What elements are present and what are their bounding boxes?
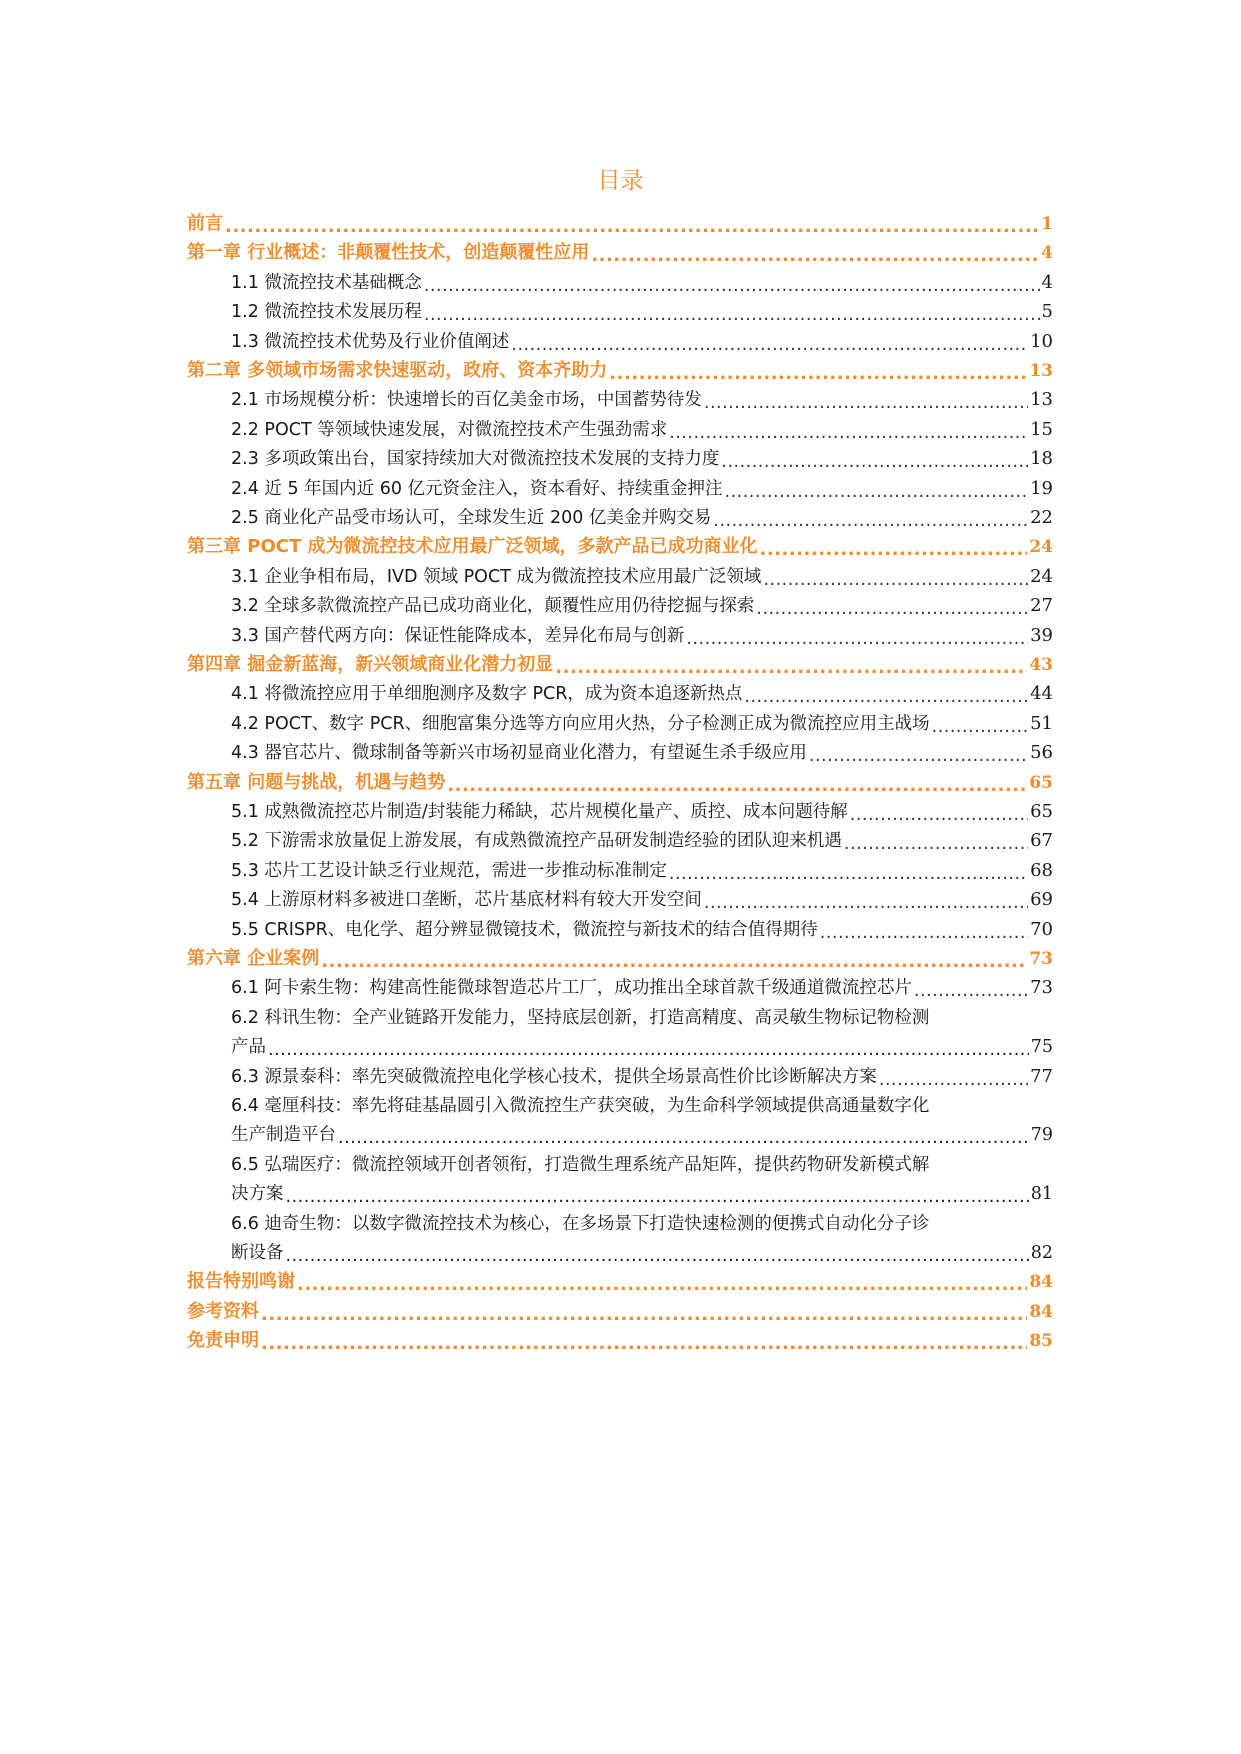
toc-dot-leader bbox=[609, 355, 1027, 387]
toc-section-entry-continued[interactable] bbox=[231, 1178, 1053, 1210]
toc-entry-text: 参考资料 bbox=[187, 1300, 259, 1322]
toc-entry-text-continued: 断设备 bbox=[231, 1243, 284, 1263]
toc-chapter-entry[interactable] bbox=[187, 237, 1053, 269]
toc-entry-text: 4.1 将微流控应用于单细胞测序及数字 PCR，成为资本追逐新热点 bbox=[231, 684, 743, 705]
toc-section-entry[interactable] bbox=[231, 737, 1053, 769]
toc-dot-leader bbox=[669, 855, 1028, 887]
toc-page-number: 67 bbox=[1030, 830, 1053, 852]
toc-dot-leader bbox=[721, 443, 1028, 475]
toc-dot-leader bbox=[591, 237, 1039, 269]
toc-entry-text: 第五章 问题与挑战，机遇与趋势 bbox=[187, 771, 446, 793]
toc-page-number: 19 bbox=[1030, 477, 1053, 499]
toc-section-entry[interactable] bbox=[231, 1208, 1053, 1240]
toc-page-number: 15 bbox=[1030, 418, 1053, 440]
toc-dot-leader bbox=[763, 561, 1028, 593]
toc-entry-text: 第二章 多领域市场需求快速驱动，政府、资本齐助力 bbox=[187, 360, 608, 381]
toc-chapter-entry[interactable] bbox=[187, 531, 1053, 563]
toc-entry-text: 1.3 微流控技术优势及行业价值阐述 bbox=[231, 331, 510, 352]
toc-section-entry[interactable] bbox=[231, 296, 1053, 328]
page-title: 目录 bbox=[597, 168, 644, 194]
toc-dot-leader bbox=[713, 502, 1028, 534]
toc-dot-leader bbox=[704, 884, 1028, 916]
toc-entry-text: 4.3 器官芯片、微球制备等新兴市场初显商业化潜力，有望诞生杀手级应用 bbox=[231, 743, 807, 764]
toc-entry-text: 前言 bbox=[187, 213, 223, 234]
toc-entry-text: 5.2 下游需求放量促上游发展，有成熟微流控产品研发制造经验的团队迎来机遇 bbox=[231, 831, 842, 852]
toc-section-entry[interactable] bbox=[231, 796, 1053, 828]
toc-section-entry-continued[interactable] bbox=[231, 1031, 1053, 1063]
toc-entry-text: 5.1 成熟微流控芯片制造/封装能力稀缺，芯片规模化量产、质控、成本问题待解 bbox=[231, 802, 848, 822]
toc-section-entry[interactable] bbox=[231, 561, 1053, 593]
toc-page-number: 43 bbox=[1029, 655, 1053, 675]
toc-section-entry[interactable] bbox=[231, 1149, 1053, 1181]
toc-chapter-entry[interactable] bbox=[187, 943, 1053, 975]
toc-page-number: 18 bbox=[1030, 448, 1053, 470]
toc-page-number: 75 bbox=[1030, 1037, 1053, 1058]
toc-section-entry[interactable] bbox=[231, 473, 1053, 505]
toc-dot-leader bbox=[286, 1237, 1029, 1269]
toc-page-number: 4 bbox=[1041, 271, 1053, 293]
toc-entry-text-continued: 产品 bbox=[231, 1037, 266, 1058]
toc-entry-text: 5.3 芯片工艺设计缺乏行业规范，需进一步推动标准制定 bbox=[231, 860, 667, 881]
toc-dot-leader bbox=[914, 972, 1028, 1004]
toc-entry-text: 第六章 企业案例 bbox=[187, 948, 320, 969]
toc-page-number: 27 bbox=[1030, 595, 1053, 617]
toc-section-entry[interactable] bbox=[231, 1090, 1053, 1122]
toc-dot-leader bbox=[844, 825, 1028, 857]
toc-section-entry[interactable] bbox=[231, 443, 1053, 475]
toc-dot-leader bbox=[760, 531, 1028, 563]
toc-page-number: 77 bbox=[1030, 1065, 1053, 1087]
toc-page-number: 84 bbox=[1029, 1272, 1053, 1293]
toc-page-number: 68 bbox=[1030, 859, 1053, 881]
toc-entry-text: 3.3 国产替代两方向：保证性能降成本，差异化布局与创新 bbox=[231, 625, 685, 646]
toc-page-number: 24 bbox=[1029, 537, 1053, 558]
toc-entry-text: 2.5 商业化产品受市场认可，全球发生近 200 亿美金并购交易 bbox=[231, 508, 712, 528]
toc-dot-leader bbox=[338, 1119, 1029, 1151]
toc-dot-leader bbox=[879, 1061, 1028, 1093]
toc-page-number: 81 bbox=[1030, 1184, 1053, 1205]
toc-section-entry[interactable] bbox=[231, 914, 1053, 946]
toc-dot-leader bbox=[225, 208, 1039, 240]
toc-page-number: 82 bbox=[1030, 1243, 1053, 1263]
toc-page-number: 10 bbox=[1030, 330, 1053, 352]
toc-section-entry[interactable] bbox=[231, 972, 1053, 1004]
toc-dot-leader bbox=[744, 678, 1028, 710]
toc-entry-text: 6.6 迪奇生物：以数字微流控技术为核心，在多场景下打造快速检测的便携式自动化分子诊 bbox=[231, 1213, 930, 1234]
toc-page-number: 13 bbox=[1029, 361, 1053, 381]
toc-dot-leader bbox=[686, 620, 1028, 652]
toc-entry-text: 第四章 掘金新蓝海，新兴领域商业化潜力初显 bbox=[187, 654, 554, 675]
toc-entry-text: 5.4 上游原材料多被进口垄断，芯片基底材料有较大开发空间 bbox=[231, 890, 702, 911]
toc-section-entry-continued[interactable] bbox=[231, 1237, 1053, 1269]
toc-page-number: 65 bbox=[1030, 801, 1053, 822]
toc-page-number: 73 bbox=[1030, 977, 1053, 999]
toc-entry-text: 2.4 近 5 年国内近 60 亿元资金注入，资本看好、持续重金押注 bbox=[231, 478, 723, 499]
toc-dot-leader bbox=[756, 590, 1028, 622]
toc-section-entry[interactable] bbox=[231, 267, 1053, 299]
toc-entry-text: 第三章 POCT 成为微流控技术应用最广泛领域，多款产品已成功商业化 bbox=[187, 536, 758, 558]
toc-entry-text: 免责申明 bbox=[187, 1330, 259, 1352]
toc-entry-text: 2.1 市场规模分析：快速增长的百亿美金市场，中国蓄势待发 bbox=[231, 390, 702, 411]
toc-page-number: 70 bbox=[1030, 918, 1053, 940]
toc-page-number: 22 bbox=[1030, 507, 1053, 528]
toc-chapter-entry[interactable] bbox=[187, 355, 1053, 387]
toc-entry-text: 1.2 微流控技术发展历程 bbox=[231, 302, 422, 323]
toc-dot-leader bbox=[725, 473, 1029, 505]
toc-entry-text: 报告特别鸣谢 bbox=[187, 1271, 295, 1293]
toc-entry-text: 第一章 行业概述：非颠覆性技术，创造颠覆性应用 bbox=[187, 242, 590, 264]
toc-dot-leader bbox=[297, 1266, 1027, 1298]
toc-entry-text: 6.1 阿卡索生物：构建高性能微球智造芯片工厂，成功推出全球首款千级通道微流控芯片 bbox=[231, 978, 912, 999]
toc-section-entry[interactable] bbox=[231, 708, 1053, 740]
toc-section-entry[interactable] bbox=[231, 620, 1053, 652]
toc-section-entry[interactable] bbox=[231, 1061, 1053, 1093]
toc-section-entry[interactable] bbox=[231, 326, 1053, 358]
toc-dot-leader bbox=[809, 737, 1028, 769]
toc-page-number: 79 bbox=[1030, 1125, 1053, 1146]
toc-section-entry[interactable] bbox=[231, 502, 1053, 534]
toc-dot-leader bbox=[286, 1178, 1029, 1210]
toc-section-entry[interactable] bbox=[231, 590, 1053, 622]
toc-page-number: 44 bbox=[1030, 683, 1053, 705]
toc-dot-leader bbox=[555, 649, 1027, 681]
toc-section-entry[interactable] bbox=[231, 678, 1053, 710]
toc-chapter-entry[interactable] bbox=[187, 1296, 1053, 1328]
toc-dot-leader bbox=[321, 943, 1027, 975]
toc-entry-text-continued: 生产制造平台 bbox=[231, 1125, 336, 1146]
toc-dot-leader bbox=[511, 326, 1028, 358]
toc-entry-text: 2.3 多项政策出台，国家持续加大对微流控技术发展的支持力度 bbox=[231, 449, 720, 470]
toc-page-number: 84 bbox=[1029, 1301, 1053, 1322]
toc-entry-text: 6.3 源景泰科：率先突破微流控电化学核心技术，提供全场景高性价比诊断解决方案 bbox=[231, 1066, 877, 1087]
toc-page-number: 5 bbox=[1041, 301, 1053, 323]
toc-dot-leader bbox=[268, 1031, 1029, 1063]
toc-section-entry[interactable] bbox=[231, 825, 1053, 857]
toc-section-entry[interactable] bbox=[231, 1002, 1053, 1034]
toc-page-number: 39 bbox=[1030, 624, 1053, 646]
toc-page-number: 4 bbox=[1041, 243, 1053, 264]
toc-entry-text: 3.1 企业争相布局，IVD 领域 POCT 成为微流控技术应用最广泛领域 bbox=[231, 566, 762, 587]
toc-section-entry[interactable] bbox=[231, 884, 1053, 916]
toc-dot-leader bbox=[704, 384, 1028, 416]
toc-dot-leader bbox=[932, 708, 1028, 740]
toc-entry-text: 6.5 弘瑞医疗：微流控领域开创者领衔，打造微生理系统产品矩阵，提供药物研发新模式解 bbox=[231, 1154, 930, 1175]
toc-dot-leader bbox=[669, 414, 1028, 446]
toc-page-number: 13 bbox=[1030, 389, 1053, 411]
toc-section-entry-continued[interactable] bbox=[231, 1119, 1053, 1151]
toc-section-entry[interactable] bbox=[231, 414, 1053, 446]
toc-dot-leader bbox=[424, 267, 1040, 299]
toc-entry-text: 4.2 POCT、数字 PCR、细胞富集分选等方向应用火热，分子检测正成为微流控应用主战场 bbox=[231, 713, 930, 734]
toc-chapter-entry[interactable] bbox=[187, 1266, 1053, 1298]
toc-page-number: 24 bbox=[1030, 565, 1053, 587]
toc-entry-text: 3.2 全球多款微流控产品已成功商业化，颠覆性应用仍待挖掘与探索 bbox=[231, 596, 755, 617]
toc-page-number: 56 bbox=[1030, 742, 1053, 764]
toc-page-number: 73 bbox=[1029, 949, 1053, 969]
toc-entry-text: 2.2 POCT 等领域快速发展，对微流控技术产生强劲需求 bbox=[231, 419, 668, 440]
toc-page-number: 51 bbox=[1030, 712, 1053, 734]
toc-dot-leader bbox=[261, 1325, 1027, 1357]
toc-chapter-entry[interactable] bbox=[187, 1325, 1053, 1357]
toc-dot-leader bbox=[424, 296, 1040, 328]
toc-dot-leader bbox=[850, 796, 1028, 828]
toc-chapter-entry[interactable] bbox=[187, 649, 1053, 681]
toc-dot-leader bbox=[447, 767, 1027, 799]
toc-page-number: 69 bbox=[1030, 889, 1053, 911]
toc-chapter-entry[interactable] bbox=[187, 767, 1053, 799]
toc-entry-text-continued: 决方案 bbox=[231, 1184, 284, 1205]
toc-section-entry[interactable] bbox=[231, 384, 1053, 416]
toc-entry-text: 1.1 微流控技术基础概念 bbox=[231, 272, 422, 293]
toc-chapter-entry[interactable] bbox=[187, 208, 1053, 240]
toc-page-number: 85 bbox=[1029, 1331, 1053, 1352]
toc-entry-text: 5.5 CRISPR、电化学、超分辨显微镜技术，微流控与新技术的结合值得期待 bbox=[231, 919, 818, 940]
toc-section-entry[interactable] bbox=[231, 855, 1053, 887]
toc-entry-text: 6.2 科讯生物：全产业链路开发能力，坚持底层创新，打造高精度、高灵敏生物标记物检测 bbox=[231, 1007, 930, 1028]
toc-dot-leader bbox=[261, 1296, 1027, 1328]
toc-page-number: 65 bbox=[1029, 772, 1053, 793]
toc-entry-text: 6.4 毫厘科技：率先将硅基晶圆引入微流控生产获突破，为生命科学领域提供高通量数字化 bbox=[231, 1096, 930, 1116]
toc-dot-leader bbox=[820, 914, 1028, 946]
toc-page-number: 1 bbox=[1041, 214, 1053, 234]
